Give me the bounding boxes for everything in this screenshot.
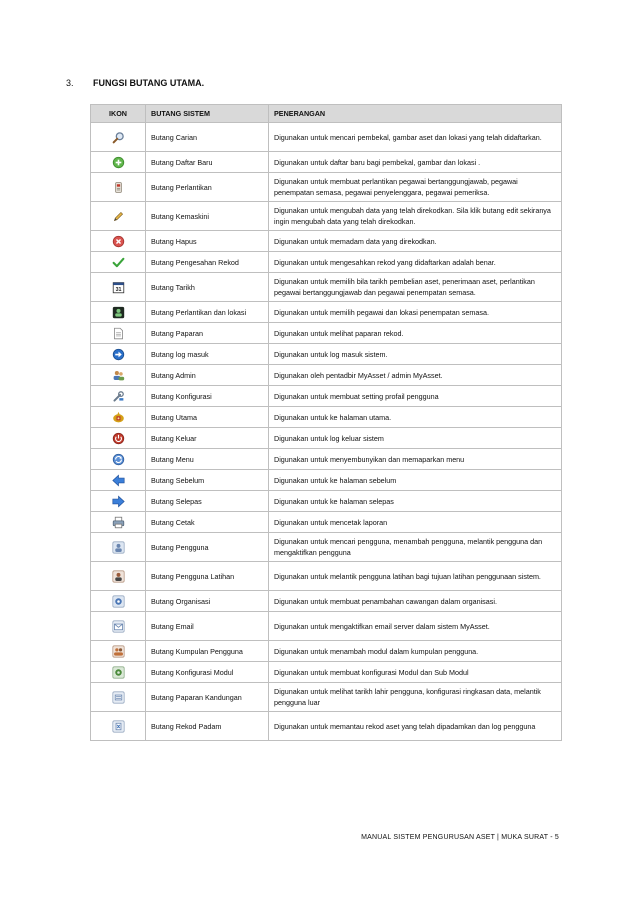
button-description: Digunakan untuk melantik pengguna latihan bagi tujuan latihan penggunaan sistem. — [269, 562, 562, 591]
section-heading — [66, 78, 204, 88]
button-description: Digunakan untuk mengesahkan rekod yang didaftarkan adalah benar. — [269, 252, 562, 273]
user-location-icon — [112, 306, 125, 319]
button-name: Butang Carian — [146, 123, 269, 152]
button-name: Butang Pengguna Latihan — [146, 562, 269, 591]
table-row — [91, 407, 562, 428]
button-name: Butang Keluar — [146, 428, 269, 449]
button-name: Butang Kemaskini — [146, 202, 269, 231]
button-name: Butang Organisasi — [146, 591, 269, 612]
button-description: Digunakan untuk daftar baru bagi pembekal, gambar dan lokasi . — [269, 152, 562, 173]
add-circle-icon — [112, 156, 125, 169]
button-name: Butang Menu — [146, 449, 269, 470]
table-row — [91, 252, 562, 273]
table-row — [91, 152, 562, 173]
checkmark-icon — [112, 256, 125, 269]
button-description: Digunakan untuk memilih pegawai dan lokasi penempatan semasa. — [269, 302, 562, 323]
table-row — [91, 683, 562, 712]
button-name: Butang Hapus — [146, 231, 269, 252]
button-description: Digunakan untuk membuat konfigurasi Modul dan Sub Modul — [269, 662, 562, 683]
button-name: Butang Perlantikan — [146, 173, 269, 202]
button-name: Butang Perlantikan dan lokasi — [146, 302, 269, 323]
button-name: Butang Daftar Baru — [146, 152, 269, 173]
table-row — [91, 323, 562, 344]
header-icon: IKON — [91, 105, 146, 123]
table-row — [91, 123, 562, 152]
table-row — [91, 491, 562, 512]
button-name: Butang Pengesahan Rekod — [146, 252, 269, 273]
button-description: Digunakan untuk melihat paparan rekod. — [269, 323, 562, 344]
table-row — [91, 449, 562, 470]
table-row — [91, 533, 562, 562]
button-name: Butang Tarikh — [146, 273, 269, 302]
button-description: Digunakan untuk membuat penambahan cawangan dalam organisasi. — [269, 591, 562, 612]
table-row — [91, 662, 562, 683]
button-name: Butang Konfigurasi — [146, 386, 269, 407]
table-row — [91, 344, 562, 365]
button-description: Digunakan untuk log masuk sistem. — [269, 344, 562, 365]
section-number: 3. — [66, 78, 74, 88]
table-row — [91, 202, 562, 231]
button-name: Butang Kumpulan Pengguna — [146, 641, 269, 662]
button-name: Butang Utama — [146, 407, 269, 428]
pencil-icon — [112, 210, 125, 223]
button-name: Butang Email — [146, 612, 269, 641]
table-row — [91, 712, 562, 741]
table-row — [91, 365, 562, 386]
magnifier-icon — [112, 131, 125, 144]
table-row — [91, 470, 562, 491]
table-row — [91, 302, 562, 323]
page-footer: MANUAL SISTEM PENGURUSAN ASET | MUKA SURAT - 5 — [361, 834, 559, 841]
header-description: PENERANGAN — [269, 105, 562, 123]
button-name: Butang Admin — [146, 365, 269, 386]
organization-icon — [112, 595, 125, 608]
svg-text:31: 31 — [115, 286, 121, 293]
table-row — [91, 273, 562, 302]
content-view-icon — [112, 691, 125, 704]
header-button: BUTANG SISTEM — [146, 105, 269, 123]
login-arrow-icon — [112, 348, 125, 361]
table-row — [91, 173, 562, 202]
document-icon — [112, 327, 125, 340]
button-description: Digunakan untuk ke halaman sebelum — [269, 470, 562, 491]
user-icon — [112, 541, 125, 554]
button-description: Digunakan untuk mengaktifkan email server dalam sistem MyAsset. — [269, 612, 562, 641]
button-description: Digunakan untuk memilih bila tarikh pembelian aset, penerimaan aset, perlantikan pegawai bertanggungjawab dan pegawai penempatan semasa. — [269, 273, 562, 302]
printer-icon — [112, 516, 125, 529]
module-config-icon — [112, 666, 125, 679]
button-description: Digunakan untuk memantau rekod aset yang telah dipadamkan dan log pengguna — [269, 712, 562, 741]
arrow-right-icon — [112, 495, 125, 508]
button-description: Digunakan untuk mengubah data yang telah direkodkan. Sila klik butang edit sekiranya ingin mengubah data yang telah direkodkan. — [269, 202, 562, 231]
delete-circle-icon — [112, 235, 125, 248]
table-row — [91, 641, 562, 662]
button-name: Butang log masuk — [146, 344, 269, 365]
button-description: Digunakan untuk mencetak laporan — [269, 512, 562, 533]
button-description: Digunakan untuk membuat setting profail pengguna — [269, 386, 562, 407]
admin-users-icon — [112, 369, 125, 382]
tools-icon — [112, 390, 125, 403]
button-description: Digunakan untuk ke halaman utama. — [269, 407, 562, 428]
button-functions-table — [90, 104, 562, 741]
button-name: Butang Selepas — [146, 491, 269, 512]
button-description: Digunakan untuk mencari pengguna, menambah pengguna, melantik pengguna dan mengaktifkan pengguna — [269, 533, 562, 562]
email-icon — [112, 620, 125, 633]
button-name: Butang Pengguna — [146, 533, 269, 562]
button-name: Butang Paparan Kandungan — [146, 683, 269, 712]
menu-toggle-icon — [112, 453, 125, 466]
button-name: Butang Konfigurasi Modul — [146, 662, 269, 683]
section-title: FUNGSI BUTANG UTAMA. — [93, 78, 205, 88]
calendar-icon — [112, 281, 125, 294]
deleted-records-icon — [112, 720, 125, 733]
table-row — [91, 512, 562, 533]
table-row — [91, 428, 562, 449]
button-description: Digunakan untuk menambah modul dalam kumpulan pengguna. — [269, 641, 562, 662]
button-description: Digunakan oleh pentadbir MyAsset / admin MyAsset. — [269, 365, 562, 386]
button-name: Butang Sebelum — [146, 470, 269, 491]
table-row — [91, 612, 562, 641]
arrow-left-icon — [112, 474, 125, 487]
button-description: Digunakan untuk log keluar sistem — [269, 428, 562, 449]
table-row — [91, 386, 562, 407]
button-name: Butang Paparan — [146, 323, 269, 344]
table-row — [91, 591, 562, 612]
table-row — [91, 231, 562, 252]
button-description: Digunakan untuk melihat tarikh lahir pengguna, konfigurasi ringkasan data, melantik pengguna luar — [269, 683, 562, 712]
emblem-icon — [112, 411, 125, 424]
power-icon — [112, 432, 125, 445]
trainee-icon — [112, 570, 125, 583]
button-description: Digunakan untuk mencari pembekal, gambar aset dan lokasi yang telah didaftarkan. — [269, 123, 562, 152]
button-name: Butang Rekod Padam — [146, 712, 269, 741]
button-description: Digunakan untuk menyembunyikan dan memaparkan menu — [269, 449, 562, 470]
user-group-icon — [112, 645, 125, 658]
button-description: Digunakan untuk memadam data yang direkodkan. — [269, 231, 562, 252]
button-description: Digunakan untuk membuat perlantikan pegawai bertanggungjawab, pegawai penempatan semasa, pegawai penyelenggara, pegawai pemeriksa. — [269, 173, 562, 202]
appointment-tag-icon — [112, 181, 125, 194]
button-description: Digunakan untuk ke halaman selepas — [269, 491, 562, 512]
button-name: Butang Cetak — [146, 512, 269, 533]
table-header-row — [91, 105, 562, 123]
table-row — [91, 562, 562, 591]
